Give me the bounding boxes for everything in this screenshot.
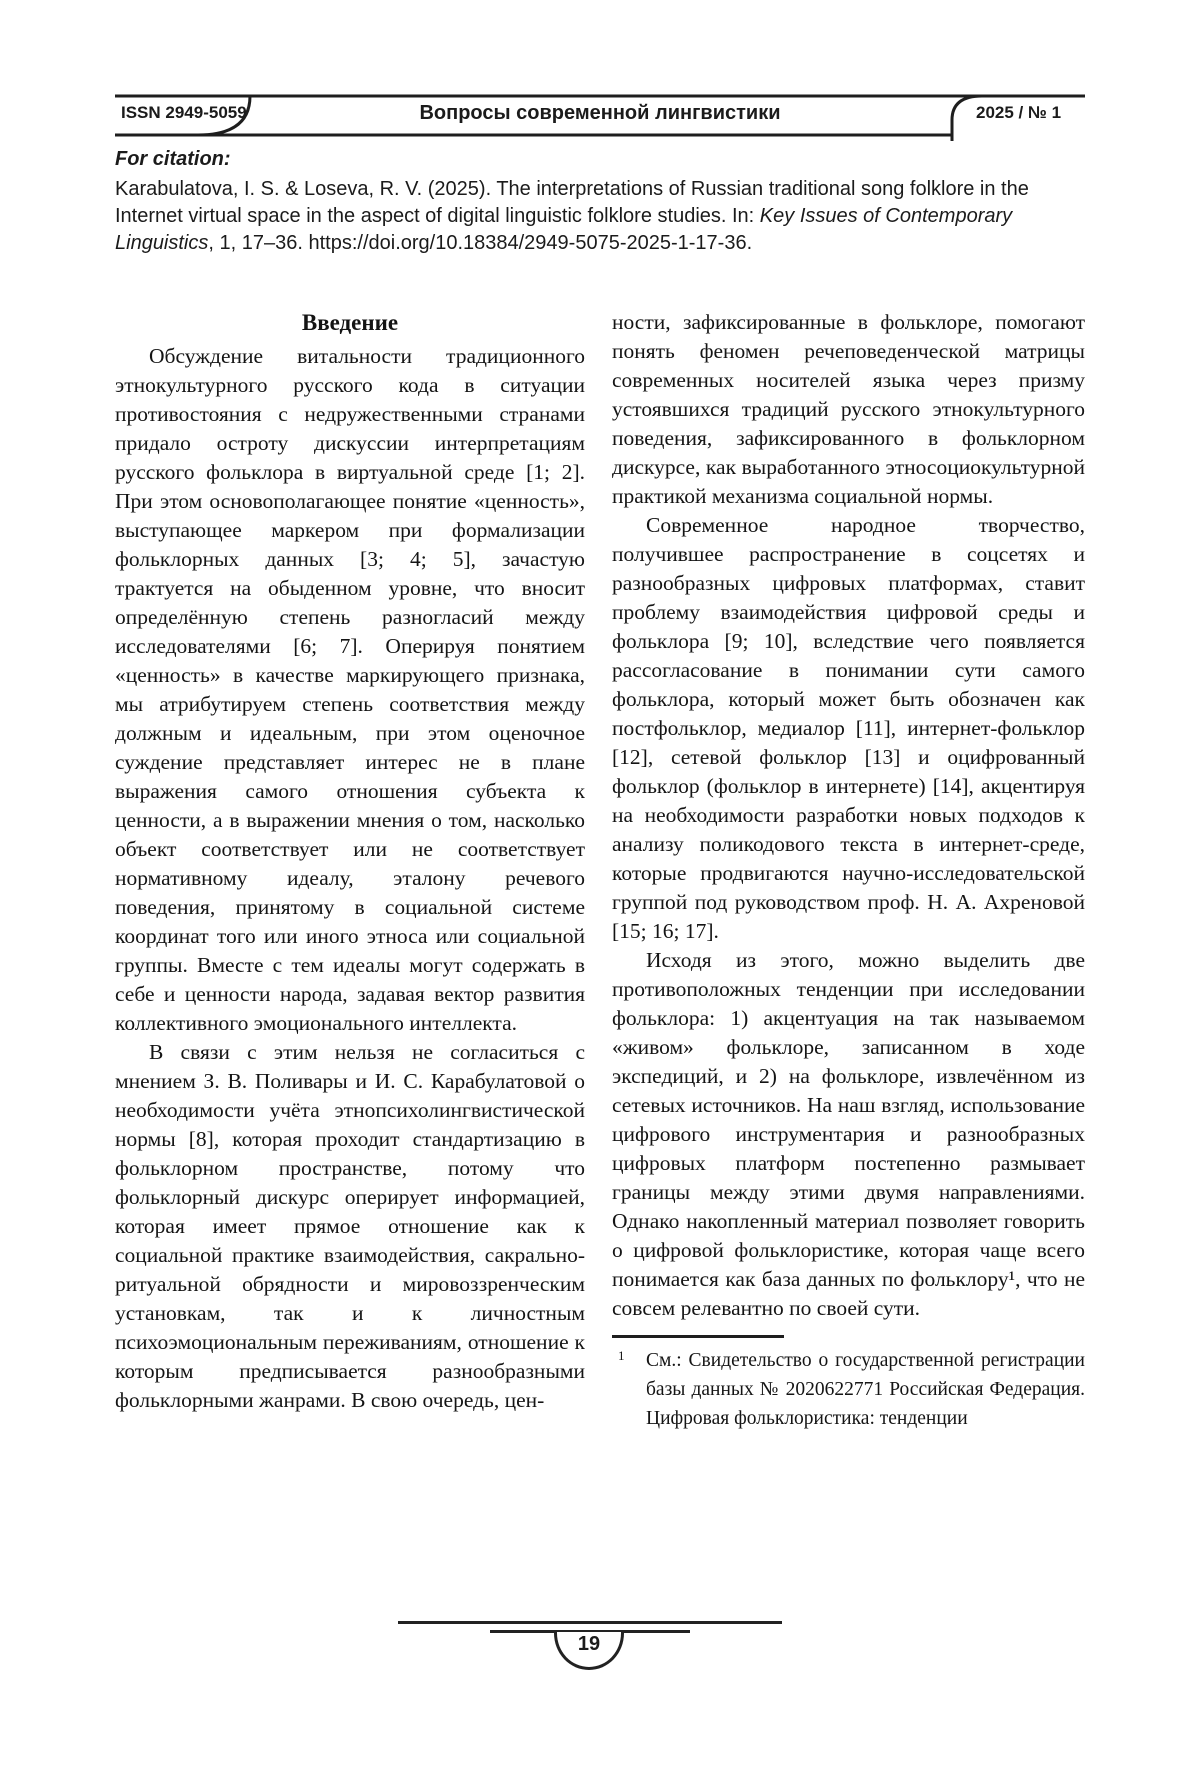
paragraph-intro-1: Обсуждение витальности традиционного этнокультурного русского кода в ситуации противостояния с недружественными странами придало остроту дискуссии интерпретациям русского фольклора в виртуальной среде [1; 2]. При этом основополагающее понятие «ценность», выступающее маркером при формализации фольклорных данных [3; 4; 5], зачастую трактуется на обыденном уровне, что вносит определённую степень разногласий между исследователями [6; 7]. Оперируя понятием «ценность» в качестве маркирующего признака, мы атрибутируем степень соответствия между должным и идеальным, при этом оценочное суждение представляет интерес не в плане выражения самого отношения субъекта к ценности, а в выражении мнения о том, насколько объект соответствует или не соответствует нормативному идеалу, эталону речевого поведения, принятому в социальной системе координат того или иного этноса или социальной группы. Вместе с тем идеалы могут содержать в себе и ценности народа, задавая вектор развития коллективного эмоционального интеллекта. [115,344,585,1035]
citation-text [115,176,1087,257]
citation-block [115,146,1087,257]
footnote-text: См.: Свидетельство о государственной регистрации базы данных № 2020622771 Российская Федерация. Цифровая фольклористика: тенденции [646,1350,1085,1429]
right-column [612,308,1085,1433]
citation-journal-title-italic: Key Issues of Contemporary Linguistics [115,205,1013,254]
footnote-marker: 1 [618,1348,625,1363]
footnote-separator [612,1335,784,1338]
paragraph-intro-2: В связи с этим нельзя не согласиться с мнением З. В. Поливары и И. С. Карабулатовой о необходимости учёта этнопсихолингвистической нормы [8], которая проходит стандартизацию в фольклорном пространстве, потому что фольклорный дискурс оперирует информацией, которая имеет прямое отношение как к социальной практике взаимодействия, сакрально-ритуальной обрядности и мировоззренческим установкам, так и к личностным психоэмоциональным переживаниям, отношение к которым предписывается разнообразными фольклорными жанрами. В свою очередь, цен- [115,1040,585,1412]
paragraph-intro-4: Исходя из этого, можно выделить две противоположных тенденции при исследовании фольклора: 1) акцентуация на так называемом «живом» фольклоре, записанном в ходе экспедиций, и 2) на фольклоре, извлечённом из сетевых источников. На наш взгляд, использование цифрового инструментария и разнообразных цифровых платформ постепенно размывает границы между этими двумя направлениями. Однако накопленный материал позволяет говорить о цифровой фольклористике, которая чаще всего понимается как база данных по фольклору¹, что не совсем релевантно по своей сути. [612,948,1085,1320]
header-issue: 2025 / № 1 [976,103,1062,122]
citation-text-plain-1: Karabulatova, I. S. & Loseva, R. V. (2025). The interpretations of Russian traditional song folklore in the Internet virtual space in the aspect of digital linguistic folklore studies. In: [115,178,1029,227]
page-number: 19 [577,1633,601,1655]
section-heading: Введение [301,310,399,335]
footnote [612,1335,1085,1433]
header-rules [0,0,1200,150]
citation-text-plain-2: , 1, 17–36. https://doi.org/10.18384/2949-5075-2025-1-17-36. [208,232,753,254]
page-number-badge [554,1632,624,1670]
header-issn: ISSN 2949-5059 [121,103,247,122]
header-journal-title: Вопросы современной лингвистики [419,102,781,124]
citation-label: For citation: [115,148,231,170]
paragraph-intro-2-continued: ности, зафиксированные в фольклоре, помогают понять феномен речеповеденческой матрицы современных носителей языка через призму устоявшихся традиций русского этнокультурного поведения, зафиксированного в фольклорном дискурсе, как выработанного этносоциокультурной практикой механизма социальной нормы. [612,310,1085,508]
footer-rule-long [398,1621,782,1624]
left-column [115,308,585,1415]
footnote-body [612,1346,1085,1433]
paragraph-intro-3: Современное народное творчество, получившее распространение в соцсетях и разнообразных цифровых платформах, ставит проблему взаимодействия цифровой среды и фольклора [9; 10], вследствие чего появляется рассогласование в понимании сути самого фольклора, который может быть обозначен как постфольклор, медиалор [11], интернет-фольклор [12], сетевой фольклор [13] и оцифрованный фольклор (фольклор в интернете) [14], акцентируя на необходимости разработки новых подходов к анализу поликодового текста в интернет-среде, которые продвигаются научно-исследовательской группой под руководством проф. Н. А. Ахреновой [15; 16; 17]. [612,513,1085,943]
